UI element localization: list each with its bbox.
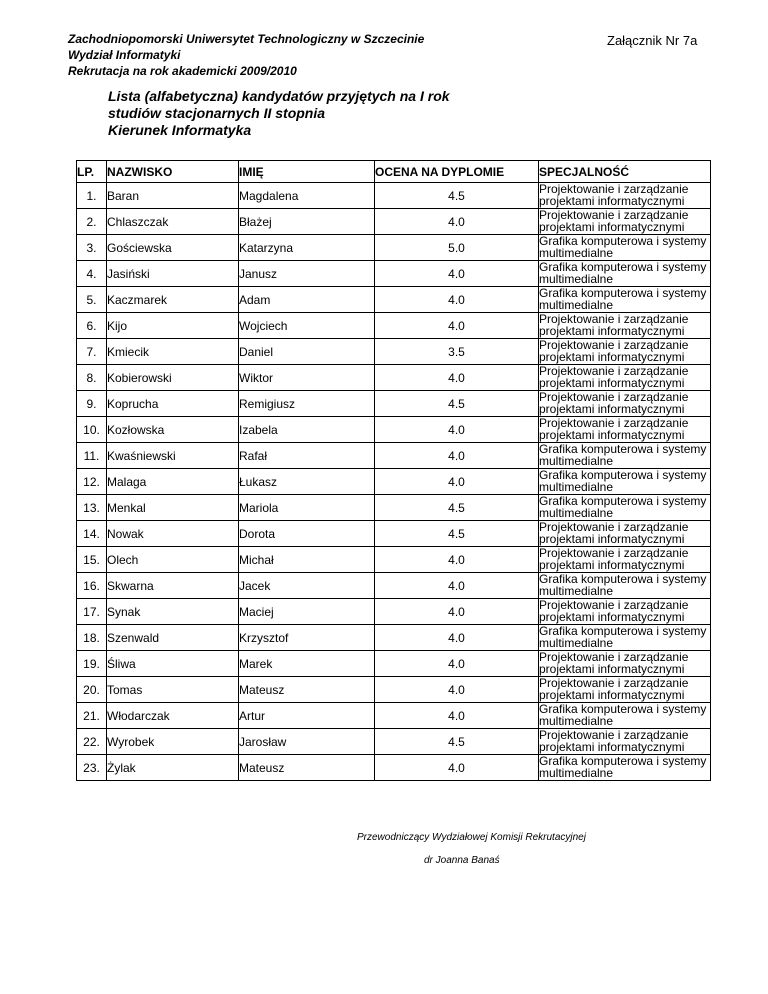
table-row: [77, 651, 711, 677]
table-row: [77, 183, 711, 209]
row-name: Wiktor: [239, 365, 375, 391]
row-lp: 5.: [77, 287, 107, 313]
specialty-line: projektami informatycznymi: [539, 193, 685, 208]
row-grade: 4.0: [375, 677, 539, 703]
specialty-line: Projektowanie i zarządzanie: [539, 312, 689, 326]
table-row: [77, 469, 711, 495]
row-surname: Kozłowska: [107, 417, 239, 443]
specialty-line: Grafika komputerowa i systemy: [539, 234, 707, 248]
row-surname: Skwarna: [107, 573, 239, 599]
row-lp: 9.: [77, 391, 107, 417]
row-name: Artur: [239, 703, 375, 729]
row-name: Daniel: [239, 339, 375, 365]
row-lp: 2.: [77, 209, 107, 235]
row-name: Krzysztof: [239, 625, 375, 651]
row-grade: 4.5: [375, 391, 539, 417]
row-surname: Kijo: [107, 313, 239, 339]
row-name: Izabela: [239, 417, 375, 443]
row-grade: 4.0: [375, 287, 539, 313]
committee-chair-name: dr Joanna Banaś: [424, 855, 500, 866]
row-lp: 14.: [77, 521, 107, 547]
table-row: [77, 677, 711, 703]
row-surname: Śliwa: [107, 651, 239, 677]
specialty-line: multimedialne: [539, 245, 614, 260]
table-row: [77, 755, 711, 781]
specialty-line: Projektowanie i zarządzanie: [539, 390, 689, 404]
row-name: Maciej: [239, 599, 375, 625]
row-lp: 16.: [77, 573, 107, 599]
specialty-line: projektami informatycznymi: [539, 323, 685, 338]
row-surname: Gościewska: [107, 235, 239, 261]
row-specialty: [539, 339, 711, 365]
row-grade: 4.0: [375, 209, 539, 235]
table-row: [77, 599, 711, 625]
row-specialty: [539, 391, 711, 417]
row-grade: 4.0: [375, 573, 539, 599]
row-name: Rafał: [239, 443, 375, 469]
row-grade: 4.0: [375, 469, 539, 495]
row-surname: Tomas: [107, 677, 239, 703]
specialty-line: Projektowanie i zarządzanie: [539, 416, 689, 430]
row-name: Magdalena: [239, 183, 375, 209]
specialty-line: multimedialne: [539, 453, 614, 468]
table-row: [77, 313, 711, 339]
specialty-line: Grafika komputerowa i systemy: [539, 260, 707, 274]
row-lp: 19.: [77, 651, 107, 677]
row-grade: 4.5: [375, 183, 539, 209]
row-grade: 4.0: [375, 703, 539, 729]
row-surname: Chlaszczak: [107, 209, 239, 235]
row-surname: Jasiński: [107, 261, 239, 287]
row-specialty: [539, 729, 711, 755]
row-specialty: [539, 703, 711, 729]
specialty-line: Projektowanie i zarządzanie: [539, 208, 689, 222]
specialty-line: Projektowanie i zarządzanie: [539, 598, 689, 612]
row-name: Dorota: [239, 521, 375, 547]
specialty-line: Grafika komputerowa i systemy: [539, 494, 707, 508]
row-lp: 8.: [77, 365, 107, 391]
table-row: [77, 287, 711, 313]
specialty-line: multimedialne: [539, 765, 614, 780]
row-specialty: [539, 313, 711, 339]
row-grade: 4.0: [375, 261, 539, 287]
row-specialty: [539, 651, 711, 677]
table-row: [77, 235, 711, 261]
table-row: [77, 573, 711, 599]
specialty-line: projektami informatycznymi: [539, 609, 685, 624]
row-surname: Żylak: [107, 755, 239, 781]
row-lp: 13.: [77, 495, 107, 521]
table-row: [77, 339, 711, 365]
specialty-line: Grafika komputerowa i systemy: [539, 572, 707, 586]
row-surname: Kwaśniewski: [107, 443, 239, 469]
table-row: [77, 365, 711, 391]
specialty-line: projektami informatycznymi: [539, 401, 685, 416]
row-surname: Malaga: [107, 469, 239, 495]
specialty-line: Projektowanie i zarządzanie: [539, 546, 689, 560]
row-surname: Olech: [107, 547, 239, 573]
row-lp: 23.: [77, 755, 107, 781]
specialty-line: projektami informatycznymi: [539, 687, 685, 702]
specialty-line: Grafika komputerowa i systemy: [539, 468, 707, 482]
row-specialty: [539, 443, 711, 469]
row-specialty: [539, 469, 711, 495]
row-grade: 4.0: [375, 599, 539, 625]
row-grade: 4.0: [375, 417, 539, 443]
col-header-lp: LP.: [77, 161, 107, 183]
row-grade: 4.0: [375, 313, 539, 339]
specialty-line: projektami informatycznymi: [539, 557, 685, 572]
row-lp: 20.: [77, 677, 107, 703]
row-lp: 17.: [77, 599, 107, 625]
col-header-surname: NAZWISKO: [107, 161, 239, 183]
row-surname: Włodarczak: [107, 703, 239, 729]
row-grade: 4.0: [375, 443, 539, 469]
title-line-2: studiów stacjonarnych II stopnia: [108, 105, 326, 121]
row-name: Błażej: [239, 209, 375, 235]
row-name: Marek: [239, 651, 375, 677]
document-header: [68, 31, 424, 79]
specialty-line: Projektowanie i zarządzanie: [539, 676, 689, 690]
row-specialty: [539, 495, 711, 521]
row-lp: 4.: [77, 261, 107, 287]
row-specialty: [539, 417, 711, 443]
specialty-line: Projektowanie i zarządzanie: [539, 182, 689, 196]
candidates-table: [76, 160, 711, 781]
specialty-line: Projektowanie i zarządzanie: [539, 520, 689, 534]
table-row: [77, 417, 711, 443]
specialty-line: projektami informatycznymi: [539, 531, 685, 546]
row-lp: 6.: [77, 313, 107, 339]
row-grade: 4.5: [375, 495, 539, 521]
row-name: Janusz: [239, 261, 375, 287]
row-lp: 10.: [77, 417, 107, 443]
specialty-line: Projektowanie i zarządzanie: [539, 338, 689, 352]
faculty-name: Wydział Informatyki: [68, 48, 181, 62]
row-specialty: [539, 677, 711, 703]
table-body: [77, 183, 711, 781]
col-header-specialty: SPECJALNOŚĆ: [539, 161, 711, 183]
col-header-name: IMIĘ: [239, 161, 375, 183]
row-name: Jarosław: [239, 729, 375, 755]
row-surname: Szenwald: [107, 625, 239, 651]
row-surname: Baran: [107, 183, 239, 209]
row-name: Wojciech: [239, 313, 375, 339]
specialty-line: multimedialne: [539, 505, 614, 520]
table-row: [77, 495, 711, 521]
row-specialty: [539, 755, 711, 781]
row-specialty: [539, 625, 711, 651]
table-row: [77, 625, 711, 651]
row-name: Mariola: [239, 495, 375, 521]
row-surname: Wyrobek: [107, 729, 239, 755]
col-header-grade: OCENA NA DYPLOMIE: [375, 161, 539, 183]
row-surname: Kaczmarek: [107, 287, 239, 313]
specialty-line: projektami informatycznymi: [539, 375, 685, 390]
specialty-line: multimedialne: [539, 635, 614, 650]
row-surname: Kmiecik: [107, 339, 239, 365]
row-lp: 21.: [77, 703, 107, 729]
specialty-line: projektami informatycznymi: [539, 739, 685, 754]
row-grade: 4.0: [375, 755, 539, 781]
table-row: [77, 521, 711, 547]
university-name: Zachodniopomorski Uniwersytet Technologiczny w Szczecinie: [68, 32, 425, 46]
specialty-line: Grafika komputerowa i systemy: [539, 624, 707, 638]
row-lp: 1.: [77, 183, 107, 209]
table-row: [77, 703, 711, 729]
table-row: [77, 443, 711, 469]
row-grade: 5.0: [375, 235, 539, 261]
row-specialty: [539, 235, 711, 261]
table-row: [77, 547, 711, 573]
specialty-line: multimedialne: [539, 271, 614, 286]
table-row: [77, 209, 711, 235]
row-grade: 4.5: [375, 521, 539, 547]
specialty-line: multimedialne: [539, 297, 614, 312]
row-name: Łukasz: [239, 469, 375, 495]
specialty-line: Grafika komputerowa i systemy: [539, 286, 707, 300]
row-lp: 3.: [77, 235, 107, 261]
committee-chair-title: Przewodniczący Wydziałowej Komisji Rekrutacyjnej: [357, 832, 586, 843]
specialty-line: Grafika komputerowa i systemy: [539, 442, 707, 456]
row-name: Jacek: [239, 573, 375, 599]
row-grade: 3.5: [375, 339, 539, 365]
row-specialty: [539, 547, 711, 573]
row-name: Katarzyna: [239, 235, 375, 261]
row-specialty: [539, 287, 711, 313]
row-grade: 4.0: [375, 365, 539, 391]
specialty-line: multimedialne: [539, 479, 614, 494]
table-row: [77, 261, 711, 287]
row-surname: Nowak: [107, 521, 239, 547]
row-lp: 22.: [77, 729, 107, 755]
row-surname: Koprucha: [107, 391, 239, 417]
recruitment-year: Rekrutacja na rok akademicki 2009/2010: [68, 64, 297, 78]
row-lp: 18.: [77, 625, 107, 651]
row-specialty: [539, 599, 711, 625]
row-grade: 4.0: [375, 625, 539, 651]
row-surname: Kobierowski: [107, 365, 239, 391]
table-row: [77, 729, 711, 755]
specialty-line: multimedialne: [539, 583, 614, 598]
row-specialty: [539, 573, 711, 599]
row-surname: Menkal: [107, 495, 239, 521]
row-specialty: [539, 365, 711, 391]
row-grade: 4.0: [375, 547, 539, 573]
specialty-line: projektami informatycznymi: [539, 427, 685, 442]
specialty-line: Projektowanie i zarządzanie: [539, 650, 689, 664]
row-specialty: [539, 261, 711, 287]
row-grade: 4.0: [375, 651, 539, 677]
row-name: Remigiusz: [239, 391, 375, 417]
specialty-line: projektami informatycznymi: [539, 349, 685, 364]
row-name: Mateusz: [239, 755, 375, 781]
specialty-line: multimedialne: [539, 713, 614, 728]
specialty-line: Projektowanie i zarządzanie: [539, 364, 689, 378]
row-specialty: [539, 521, 711, 547]
title-line-1: Lista (alfabetyczna) kandydatów przyjętych na I rok: [108, 88, 450, 104]
row-lp: 15.: [77, 547, 107, 573]
row-surname: Synak: [107, 599, 239, 625]
title-line-3: Kierunek Informatyka: [108, 122, 252, 138]
row-name: Michał: [239, 547, 375, 573]
specialty-line: projektami informatycznymi: [539, 219, 685, 234]
attachment-label: Załącznik Nr 7a: [607, 33, 698, 48]
row-name: Adam: [239, 287, 375, 313]
row-lp: 11.: [77, 443, 107, 469]
row-name: Mateusz: [239, 677, 375, 703]
specialty-line: Projektowanie i zarządzanie: [539, 728, 689, 742]
specialty-line: Grafika komputerowa i systemy: [539, 702, 707, 716]
specialty-line: Grafika komputerowa i systemy: [539, 754, 707, 768]
row-specialty: [539, 183, 711, 209]
row-lp: 12.: [77, 469, 107, 495]
list-title: [108, 88, 450, 139]
row-grade: 4.5: [375, 729, 539, 755]
specialty-line: projektami informatycznymi: [539, 661, 685, 676]
row-specialty: [539, 209, 711, 235]
row-lp: 7.: [77, 339, 107, 365]
table-row: [77, 391, 711, 417]
table-header-row: [77, 161, 711, 183]
